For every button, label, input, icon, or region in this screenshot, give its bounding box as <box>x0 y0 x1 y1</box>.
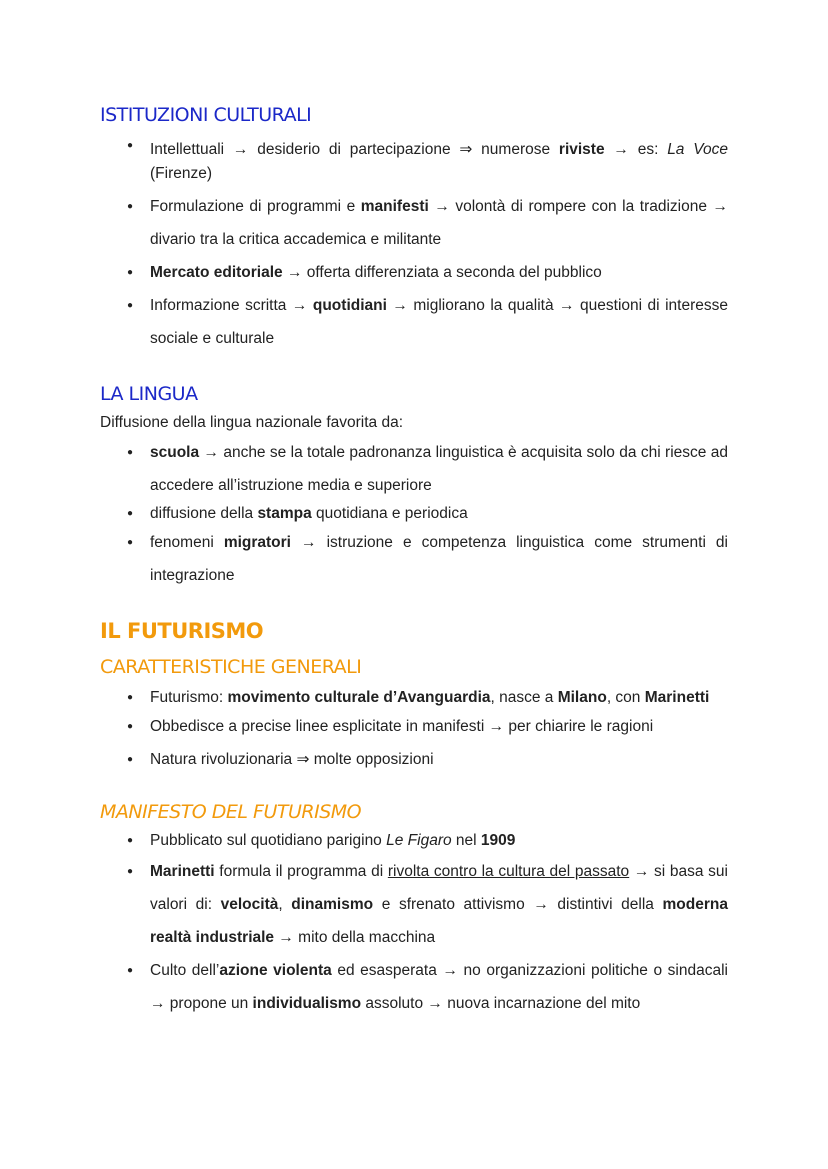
list-item: ● Mercato editoriale → offerta differenziata a seconda del pubblico <box>150 256 728 289</box>
list-item: ● Intellettuali → desiderio di partecipazione ⇒ numerose riviste → es: La Voce (Firenze) <box>150 134 728 186</box>
heading-la-lingua: LA LINGUA <box>100 383 198 405</box>
list-item: ● diffusione della stampa quotidiana e periodica <box>150 502 728 526</box>
list-caratteristiche <box>150 687 728 776</box>
list-item: ● Futurismo: movimento culturale d’Avanguardia, nasce a Milano, con Marinetti <box>150 687 728 708</box>
list-item: ● Marinetti formula il programma di rivolta contro la cultura del passato → si basa sui valori di: velocità, dinamismo e sfrenato attivismo → distintivi della moderna realtà industriale → mito della macchina <box>150 855 728 954</box>
heading-manifesto-del-futurismo: MANIFESTO DEL FUTURISMO <box>100 801 362 823</box>
heading-caratteristiche-generali: CARATTERISTICHE GENERALI <box>100 656 362 678</box>
lingua-intro: Diffusione della lingua nazionale favorita da: <box>100 414 404 431</box>
heading-istituzioni-culturali: ISTITUZIONI CULTURALI <box>100 104 312 126</box>
list-item: ● Formulazione di programmi e manifesti → volontà di rompere con la tradizione → divario tra la critica accademica e militante <box>150 190 728 256</box>
list-istituzioni <box>150 134 728 355</box>
list-lingua <box>150 436 728 592</box>
list-item: ● Obbedisce a precise linee esplicitate in manifesti → per chiarire le ragioni <box>150 710 728 743</box>
list-item: ● Informazione scritta → quotidiani → migliorano la qualità → questioni di interesse sociale e culturale <box>150 289 728 355</box>
list-item: ● Pubblicato sul quotidiano parigino Le Figaro nel 1909 <box>150 829 728 853</box>
list-item: ● fenomeni migratori → istruzione e competenza linguistica come strumenti di integrazione <box>150 526 728 592</box>
list-item: ● scuola → anche se la totale padronanza linguistica è acquisita solo da chi riesce ad accedere all’istruzione media e superiore <box>150 436 728 502</box>
list-manifesto <box>150 829 728 1020</box>
list-item: ● Natura rivoluzionaria ⇒ molte opposizioni <box>150 743 728 776</box>
list-item: ● Culto dell’azione violenta ed esasperata → no organizzazioni politiche o sindacali → propone un individualismo assoluto → nuova incarnazione del mito <box>150 954 728 1020</box>
heading-il-futurismo: IL FUTURISMO <box>100 619 264 643</box>
